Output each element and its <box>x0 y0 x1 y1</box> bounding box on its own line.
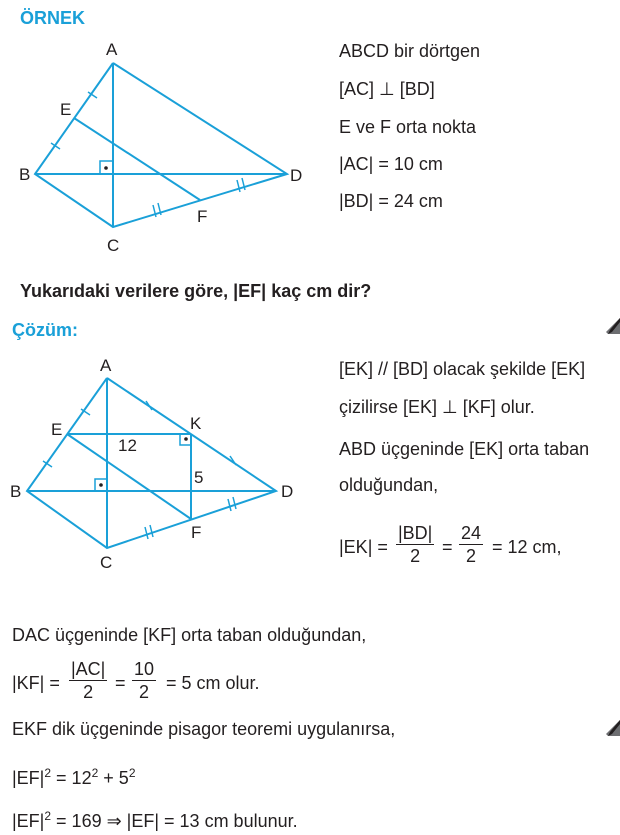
segment-ef <box>74 118 200 200</box>
example-figure <box>0 35 330 260</box>
para1-line1: [EK] // [BD] olacak şekilde [EK] <box>339 359 586 379</box>
pythagoras-equation: $|EF|^2 = 12^2 + 5^2$ <box>12 766 136 788</box>
kf-den-2: 2 <box>139 682 150 702</box>
label-k: K <box>190 414 202 433</box>
ek-num-1: |BD| <box>398 523 433 543</box>
given-3: E ve F orta nokta <box>339 117 477 137</box>
kf-num-2: 10 <box>134 659 155 679</box>
ek-eq-rhs: = 12 cm, <box>492 537 562 557</box>
kf-eq-sign: = <box>115 673 126 693</box>
ek-den-2: 2 <box>466 546 477 566</box>
label-f: F <box>191 523 202 542</box>
label-a: A <box>100 356 112 375</box>
para2-line2: olduğundan, <box>339 475 439 495</box>
label-e: E <box>60 100 72 119</box>
ek-eq-sign: = <box>442 537 453 557</box>
pencil-icon <box>606 720 620 736</box>
given-5: |BD| = 24 cm <box>339 191 443 211</box>
example-heading: ÖRNEK <box>20 8 86 28</box>
label-c: C <box>100 553 113 572</box>
label-ek-length: 12 <box>118 436 137 455</box>
kf-eq-lhs: |KF| = <box>12 673 60 693</box>
ek-den-1: 2 <box>410 546 421 566</box>
given-2: [AC] ⊥ [BD] <box>339 79 435 99</box>
quad-outline <box>35 63 287 227</box>
ek-fraction-2 <box>459 522 483 567</box>
quad-outline <box>27 378 276 548</box>
label-d: D <box>281 482 294 501</box>
ekf-line: EKF dik üçgeninde pisagor teoremi uygulanırsa, <box>12 719 396 739</box>
kf-fraction-2 <box>132 658 156 703</box>
question: Yukarıdaki verilere göre, |EF| kaç cm dir? <box>20 281 372 301</box>
para2-line1: ABD üçgeninde [EK] orta taban <box>339 439 590 459</box>
label-c: C <box>107 236 120 255</box>
label-kf-length: 5 <box>194 468 204 487</box>
kf-eq-rhs: = 5 cm olur. <box>166 673 260 693</box>
given-1: ABCD bir dörtgen <box>339 41 481 61</box>
solution-heading: Çözüm: <box>12 320 78 340</box>
label-f: F <box>197 207 208 226</box>
label-d: D <box>290 166 303 185</box>
label-b: B <box>10 482 22 501</box>
final-result: $|EF|^2 = 169$ ⇒ |EF| = 13 cm bulunur. <box>12 809 298 831</box>
para1-line2: çizilirse [EK] ⊥ [KF] olur. <box>339 397 535 417</box>
given-4: |AC| = 10 cm <box>339 154 443 174</box>
kf-num-1: |AC| <box>71 659 106 679</box>
ek-eq-lhs: |EK| = <box>339 537 388 557</box>
label-e: E <box>51 420 63 439</box>
pencil-icon <box>606 318 620 334</box>
dac-line: DAC üçgeninde [KF] orta taban olduğundan, <box>12 625 367 645</box>
label-b: B <box>19 165 31 184</box>
label-a: A <box>106 40 118 59</box>
kf-den-1: 2 <box>83 682 94 702</box>
kf-fraction-1 <box>69 658 107 703</box>
solution-figure <box>0 355 330 575</box>
ek-fraction-1 <box>396 522 434 567</box>
ek-num-2: 24 <box>461 523 482 543</box>
